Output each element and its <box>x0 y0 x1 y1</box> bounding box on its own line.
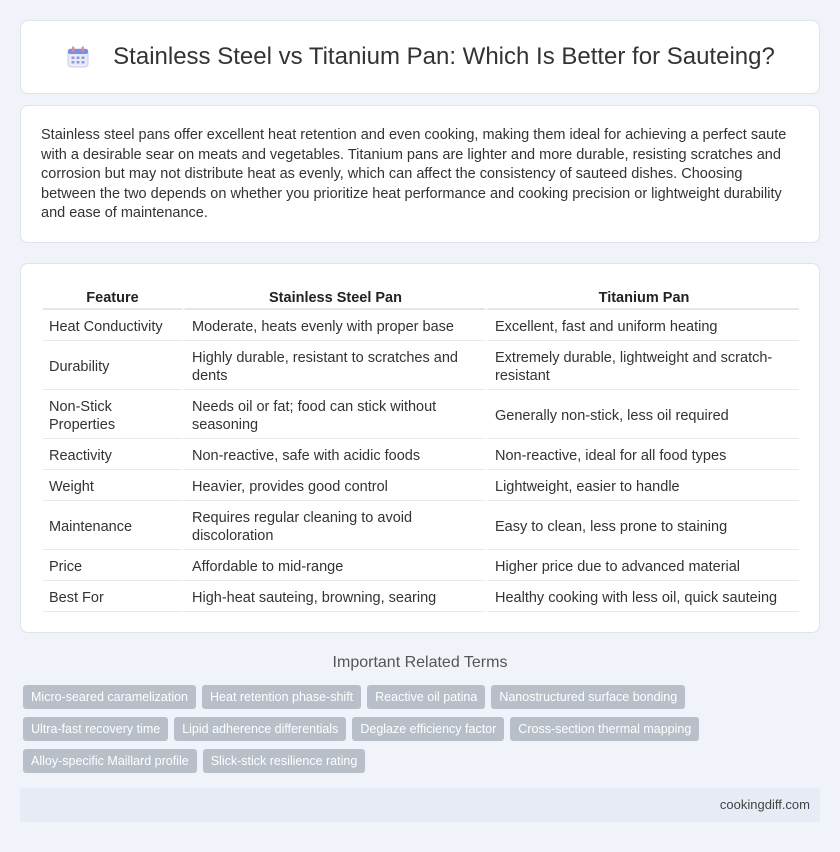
related-terms-list <box>23 685 823 773</box>
table-cell: Lightweight, easier to handle <box>485 470 799 501</box>
table-cell: Higher price due to advanced material <box>485 550 799 581</box>
table-cell: Moderate, heats evenly with proper base <box>182 310 485 341</box>
related-term-tag[interactable]: Ultra-fast recovery time <box>23 717 168 741</box>
table-cell: Maintenance <box>43 501 182 550</box>
table-cell: Affordable to mid-range <box>182 550 485 581</box>
column-header: Titanium Pan <box>485 284 799 310</box>
footer-site-link[interactable]: cookingdiff.com <box>719 797 810 812</box>
table-cell: Needs oil or fat; food can stick without seasoning <box>182 390 485 439</box>
table-cell: Non-reactive, safe with acidic foods <box>182 439 485 470</box>
related-term-tag[interactable]: Nanostructured surface bonding <box>491 685 685 709</box>
intro-text: Stainless steel pans offer excellent heat retention and even cooking, making them ideal for achieving a perfect saute with a desirable sear on meats and vegetables. Titanium pans are lighter and more durable, resisting scratches and corrosion but may not distribute heat as evenly, which can affect the consistency of sauteed dishes. Choosing between the two depends on whether you prioritize heat performance and cooking precision or lightweight durability and ease of maintenance. <box>41 127 787 221</box>
related-term-tag[interactable]: Deglaze efficiency factor <box>352 717 504 741</box>
table-cell: High-heat sauteing, browning, searing <box>182 581 485 612</box>
related-term-tag[interactable]: Cross-section thermal mapping <box>510 717 699 741</box>
table-cell: Extremely durable, lightweight and scratch-resistant <box>485 341 799 390</box>
table-cell: Healthy cooking with less oil, quick sauteing <box>485 581 799 612</box>
table-cell: Generally non-stick, less oil required <box>485 390 799 439</box>
table-row <box>43 470 799 501</box>
table-cell: Highly durable, resistant to scratches and dents <box>182 341 485 390</box>
table-cell: Weight <box>43 470 182 501</box>
table-row <box>43 310 799 341</box>
column-header: Feature <box>43 284 182 310</box>
table-cell: Heavier, provides good control <box>182 470 485 501</box>
table-cell: Easy to clean, less prone to staining <box>485 501 799 550</box>
related-term-tag[interactable]: Reactive oil patina <box>367 685 485 709</box>
table-row <box>43 501 799 550</box>
intro-section <box>20 105 820 243</box>
table-cell: Non-reactive, ideal for all food types <box>485 439 799 470</box>
table-header-row <box>43 284 799 310</box>
column-header: Stainless Steel Pan <box>182 284 485 310</box>
related-term-tag[interactable]: Slick-stick resilience rating <box>203 749 366 773</box>
related-term-tag[interactable]: Lipid adherence differentials <box>174 717 346 741</box>
footer <box>20 788 820 822</box>
table-row <box>43 550 799 581</box>
table-row <box>43 439 799 470</box>
related-term-tag[interactable]: Heat retention phase-shift <box>202 685 361 709</box>
page-title: Stainless Steel vs Titanium Pan: Which Is Better for Sauteing? <box>113 43 775 70</box>
table-cell: Best For <box>43 581 182 612</box>
table-cell: Non-Stick Properties <box>43 390 182 439</box>
table-cell: Durability <box>43 341 182 390</box>
related-term-tag[interactable]: Alloy-specific Maillard profile <box>23 749 197 773</box>
table-row <box>43 390 799 439</box>
related-terms-title: Important Related Terms <box>332 654 508 671</box>
table-row <box>43 341 799 390</box>
table-cell: Excellent, fast and uniform heating <box>485 310 799 341</box>
comparison-table <box>43 284 799 612</box>
related-term-tag[interactable]: Micro-seared caramelization <box>23 685 196 709</box>
comparison-section <box>20 263 820 633</box>
page-header <box>20 20 820 94</box>
calendar-icon <box>65 44 91 70</box>
table-cell: Price <box>43 550 182 581</box>
table-cell: Heat Conductivity <box>43 310 182 341</box>
table-row <box>43 581 799 612</box>
table-cell: Requires regular cleaning to avoid discoloration <box>182 501 485 550</box>
table-cell: Reactivity <box>43 439 182 470</box>
